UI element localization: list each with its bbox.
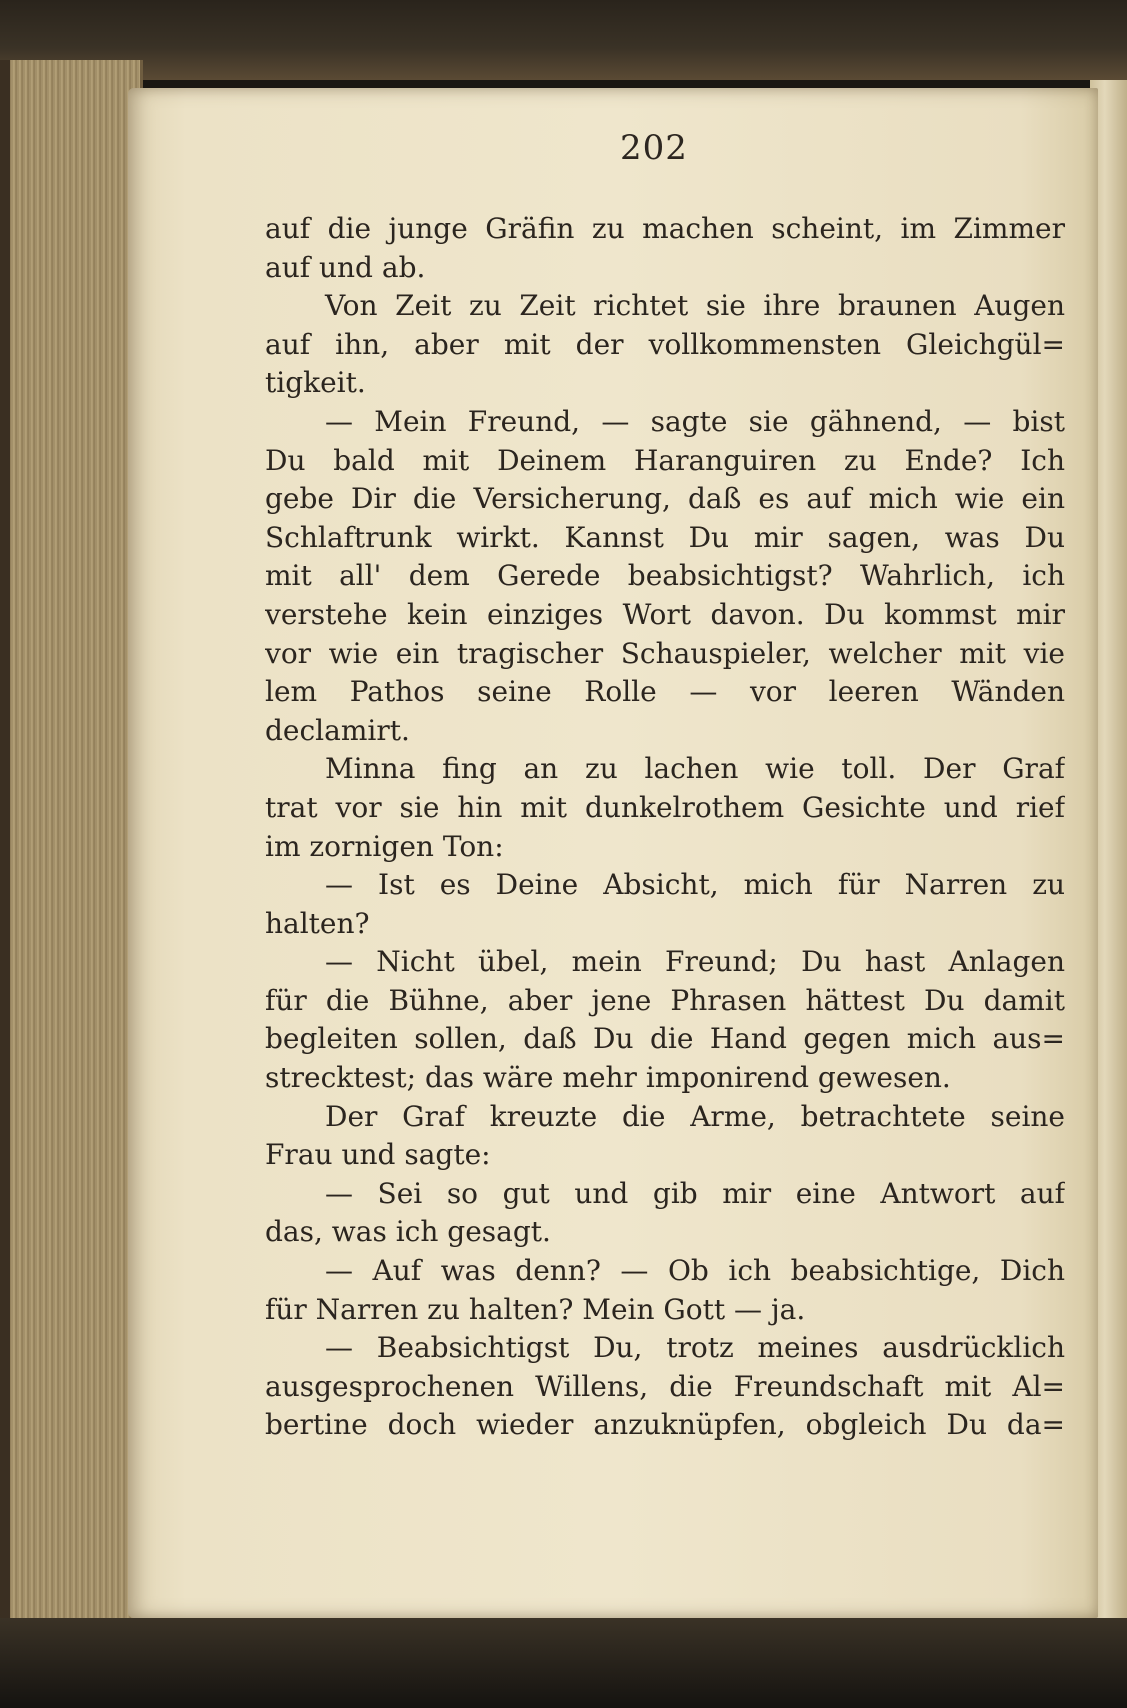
text-line: — Ist es Deine Absicht, mich für Narren zu bbox=[325, 868, 1065, 902]
book-cover-top bbox=[0, 0, 1127, 80]
text-line: — Sei so gut und gib mir eine Antwort auf bbox=[325, 1176, 1065, 1210]
text-line: — Nicht übel, mein Freund; Du hast Anlagen bbox=[325, 945, 1065, 979]
text-line: auf ihn, aber mit der vollkommensten Gleichgül= bbox=[265, 327, 1065, 361]
text-line: declamirt. bbox=[265, 713, 410, 747]
text-line: — Auf was denn? — Ob ich beabsichtige, Dich bbox=[325, 1254, 1065, 1288]
text-line: für Narren zu halten? Mein Gott — ja. bbox=[265, 1292, 806, 1326]
text-line: verstehe kein einziges Wort davon. Du kommst mir bbox=[265, 597, 1065, 631]
text-line: auf und ab. bbox=[265, 250, 426, 284]
text-line: strecktest; das wäre mehr imponirend gewesen. bbox=[265, 1061, 951, 1095]
book-spine bbox=[0, 60, 10, 1620]
book-cover-bottom bbox=[0, 1618, 1127, 1708]
text-line: halten? bbox=[265, 906, 370, 940]
text-line: — Mein Freund, — sagte sie gähnend, — bist bbox=[325, 404, 1065, 438]
text-line: vor wie ein tragischer Schauspieler, welcher mit vie bbox=[265, 636, 1065, 670]
text-line: gebe Dir die Versicherung, daß es auf mich wie ein bbox=[265, 482, 1065, 516]
text-line: ausgesprochenen Willens, die Freundschaft mit Al= bbox=[265, 1369, 1065, 1403]
text-line: trat vor sie hin mit dunkelrothem Gesichte und rief bbox=[265, 790, 1065, 824]
text-line: auf die junge Gräfin zu machen scheint, im Zimmer bbox=[265, 212, 1065, 245]
text-line: Frau und sagte: bbox=[265, 1138, 491, 1172]
text-line: im zornigen Ton: bbox=[265, 829, 504, 863]
page-edges bbox=[0, 60, 143, 1620]
text-line: Du bald mit Deinem Haranguiren zu Ende? Ich bbox=[265, 443, 1065, 477]
page-text bbox=[265, 210, 1065, 1445]
text-line: für die Bühne, aber jene Phrasen hättest Du damit bbox=[265, 983, 1065, 1017]
text-line: — Beabsichtigst Du, trotz meines ausdrücklich bbox=[325, 1331, 1065, 1365]
text-line: tigkeit. bbox=[265, 366, 366, 400]
text-line: mit all' dem Gerede beabsichtigst? Wahrlich, ich bbox=[265, 559, 1065, 593]
text-line: das, was ich gesagt. bbox=[265, 1215, 551, 1249]
page-number: 202 bbox=[620, 128, 688, 168]
text-line: Von Zeit zu Zeit richtet sie ihre braunen Augen bbox=[325, 289, 1065, 323]
text-line: bertine doch wieder anzuknüpfen, obgleich Du da= bbox=[265, 1408, 1065, 1442]
text-line: Schlaftrunk wirkt. Kannst Du mir sagen, was Du bbox=[265, 520, 1065, 554]
text-line: lem Pathos seine Rolle — vor leeren Wänden bbox=[265, 675, 1065, 709]
text-line: Der Graf kreuzte die Arme, betrachtete seine bbox=[325, 1099, 1065, 1133]
text-line: begleiten sollen, daß Du die Hand gegen mich aus= bbox=[265, 1022, 1065, 1056]
text-line: Minna fing an zu lachen wie toll. Der Graf bbox=[325, 752, 1065, 786]
